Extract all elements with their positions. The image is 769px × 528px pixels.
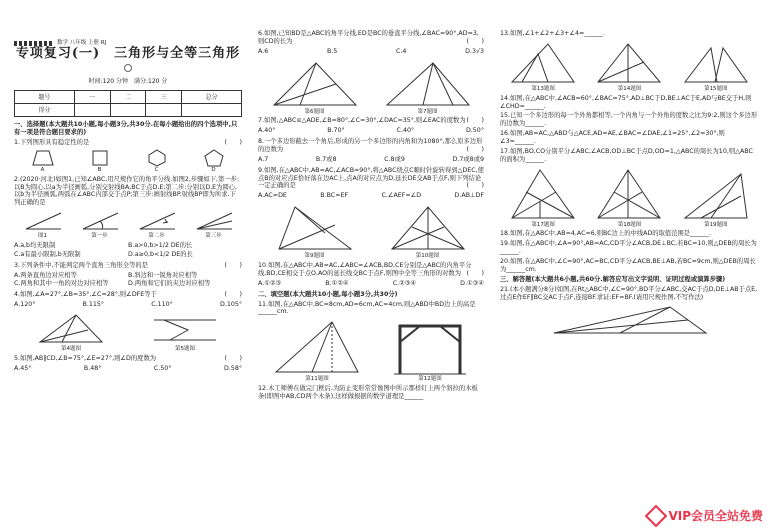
score-header: 题号 bbox=[15, 91, 75, 104]
question-8: 8.一个多边形截去一个角后,形成的另一个多边形的内角和为1080°,那么原多边形的边数为 ( ) bbox=[258, 138, 484, 154]
vip-watermark: VIP会员全站免费 bbox=[648, 508, 763, 524]
q2-fig-step3: 第三步 bbox=[194, 209, 234, 240]
question-14: 14.如图,在△ABC中,∠ACB=60°,∠BAC=75°,AD⊥BC于D,BE⊥AC于E,AD与BE交于H,则∠CHD=______. bbox=[500, 94, 752, 110]
q10-options: A.①②③ B.①②④ C.②③④ D.①③④ bbox=[258, 279, 484, 287]
q6-options: A.6 B.5 C.4 D.3√3 bbox=[258, 47, 484, 55]
question-21: 21.(本小题满分8分)如图,在Rt△ABC中,∠C=90°,BD平分∠ABC,交AC于点D,DE⊥AB于点E,过点E作EF∥BC交AC于点F,连接BF.求证:EF=BF.(请用尺规作图,不写作法) bbox=[500, 285, 758, 301]
header-brand bbox=[14, 40, 106, 47]
q21-figure bbox=[500, 303, 759, 337]
question-13: 13.如图,∠1+∠2+∠3+∠4=______. bbox=[500, 30, 606, 37]
q1-shapes bbox=[14, 149, 242, 174]
q2-options: A.a,b均无限制 B.a>0,b>1/2 DE的长 C.a有最小限制,b无限制 D.a≥0,b<1/2 DE的长 bbox=[14, 242, 193, 258]
score-cell[interactable] bbox=[110, 104, 146, 117]
score-header: 一 bbox=[74, 91, 110, 104]
q2-fig-step2: 第二步 bbox=[137, 209, 177, 240]
page-title: 专项复习(一) 三角形与全等三角形 bbox=[15, 46, 241, 61]
question-1: 1.下列图形具有稳定性的是 ( ) bbox=[14, 138, 242, 146]
subtitle-ring bbox=[14, 64, 242, 75]
q13-q15-figures: 第13题图 第14题图 第15题图 bbox=[500, 40, 759, 93]
q4-options: A.120° B.115° C.110° D.105° bbox=[14, 301, 242, 309]
diamond-logo-icon bbox=[645, 505, 668, 528]
question-3: 3.下列条件中,不能判定两个直角三角形全等的是 ( ) bbox=[14, 261, 242, 269]
score-row-label: 得分 bbox=[15, 104, 75, 117]
section-2-heading: 二、填空题(本大题共10小题,每小题3分,共30分) bbox=[258, 290, 398, 298]
score-header: 三 bbox=[146, 91, 182, 104]
question-19: 19.如图,在△ABC中,∠A=90°,AB=AC,CD平分∠ACB,DE⊥BC,若BC=10,则△DEB的周长为______. bbox=[500, 240, 757, 256]
q8-options: A.7 B.7或8 C.8或9 D.7或8或9 bbox=[258, 155, 484, 163]
q17-q19-figures: 第17题图 第18题图 第19题图 bbox=[500, 166, 759, 229]
score-cell[interactable] bbox=[146, 104, 182, 117]
q4-figure: 第4题图 第5题图 bbox=[14, 312, 242, 353]
ring-icon bbox=[124, 64, 132, 72]
q5-options: A.45° B.48° C.50° D.58° bbox=[14, 364, 242, 372]
q9-options: A.AC=DE B.BC=EF C.∠AEF=∠D D.AB⊥DF bbox=[258, 192, 484, 200]
column-middle bbox=[250, 0, 492, 528]
section-3-heading: 三、解答题(本大题共6小题,共60分.解答应写出文字说明、证明过程或演算步骤) bbox=[500, 275, 726, 283]
q2-fig-step1: 第一步 bbox=[80, 209, 120, 240]
score-cell[interactable] bbox=[74, 104, 110, 117]
q1-shape-d: D bbox=[202, 149, 226, 174]
q1-shape-c: C bbox=[145, 149, 169, 174]
question-20: 20.如图,在△ABC中,∠C=90°,AC=BC,CD平分∠ACB,BE⊥AB,若BC=9cm,则△DEB的周长为______cm. bbox=[500, 258, 756, 273]
question-18: 18.如图,在△ABC中,AB=4,AC=6,则BC边上的中线AD的取值范围是______. bbox=[500, 230, 711, 238]
question-4: 4.如图,∠A=27°,∠B=35°,∠C=28°,则∠DFE等于 ( ) bbox=[14, 291, 242, 299]
score-table bbox=[14, 90, 242, 117]
time-line: 时间:120 分钟 满分:120 分 bbox=[88, 77, 168, 85]
question-16: 16.如图,AB=AC,△ABD与△ACE,AD=AE,∠BAC=∠DAE,∠1=25°,∠2=30°,则∠3=______. bbox=[500, 130, 725, 146]
question-6: 6.如图,已知BD是△ABC的角平分线,ED是BC的垂直平分线,∠BAC=90°,AD=3,则CD的长为 ( ) bbox=[258, 30, 484, 45]
question-12: 12.木工师傅在做完门框后,为防止变形常常像图中所示那样钉上两个斜拉的木板条(即图中AB,CD两个木条),这样做根据的数学道理是______ bbox=[258, 385, 478, 400]
section-1-heading: 一、选择题(本大题共10小题,每小题3分,共30分.在每小题给出的四个选项中,只有一项是符合题目要求的) bbox=[14, 121, 238, 137]
score-header: 二 bbox=[110, 91, 146, 104]
question-5: 5.如图,AB∥CD,∠B=75°,∠E=27°,则∠D的度数为 ( ) bbox=[14, 354, 242, 362]
column-left bbox=[0, 0, 250, 528]
q9-q10-figures: 第9题图 第10题图 bbox=[258, 203, 484, 260]
question-15: 15.已知一个多边形的每一个外角都相等,一个内角与一个外角的度数之比为9:2,则这个多边形的边数为______. bbox=[500, 112, 758, 128]
score-cell[interactable] bbox=[182, 104, 242, 117]
column-right bbox=[492, 0, 769, 528]
question-11: 11.如图,在△ABC中,BC=8cm,AD=6cm,AC=4cm,则△ABD中BD边上的高是______cm. bbox=[258, 300, 476, 316]
q3-options: A.两条直角边对应相等 B.斜边和一锐角对应相等 C.两角和其中一角的对边对应相等 D.两角和它们的夹边对应相等 bbox=[14, 271, 211, 288]
question-2: 2.(2020·河北)如图1,已知∠ABC,用尺规作它的角平分线.如图2,步骤如下,第一步:以B为圆心,以a为半径画弧,分别交射线BA,BC于点D,E;第二步:分别以D,E为圆心,以b为半径画弧,两弧在∠ABC内部交于点P;第三步:画射线BP.射线BP即为所求.下列正确的是 bbox=[14, 175, 240, 207]
q2-fig-1: 图1 bbox=[23, 209, 63, 240]
score-header: 总分 bbox=[182, 91, 242, 104]
brand-barcode-icon bbox=[14, 41, 54, 46]
question-7: 7.如图,△ABC≌△ADE,∠B=80°,∠C=30°,∠DAC=35°,则∠EAC的度数为 ( ) bbox=[258, 117, 484, 125]
q6-q7-figures: 第6题图 第7题图 bbox=[258, 59, 484, 116]
question-10: 10.如图,在△ABC中,AB=AC,∠ABC=∠ACB,BD,CE分别是△ABC的内角平分线,BD,CE相交于点O,AO的延长线交BC于点F,则图中全等三角形的对数为 ( ) bbox=[258, 262, 484, 277]
question-9: 9.如图,在△ABC中,AB=AC,∠ACB=90°,将△ABC绕点C顺时针旋转得到△DEC,使点B的对应点E恰好落在边AC上,点A的对应点为D,延长DE交AB于点F,则下列结论一定正确的是 ( ) bbox=[258, 166, 484, 190]
q2-figures bbox=[14, 209, 242, 240]
q1-shape-a: A bbox=[31, 149, 55, 174]
brand-label: 数学 八年级 上册 RJ bbox=[57, 40, 107, 46]
q11-q12-figures: 第11题图 第12题图 bbox=[258, 318, 484, 383]
question-17: 17.如图,BO,CO分别平分∠ABC,∠ACB,OD⊥BC于点D,OD=1,△ABC的周长为10,则△ABC的面积为______. bbox=[500, 147, 753, 163]
q7-options: A.40° B.70° C.40° D.50° bbox=[258, 127, 484, 135]
q1-shape-b: B bbox=[88, 149, 112, 174]
